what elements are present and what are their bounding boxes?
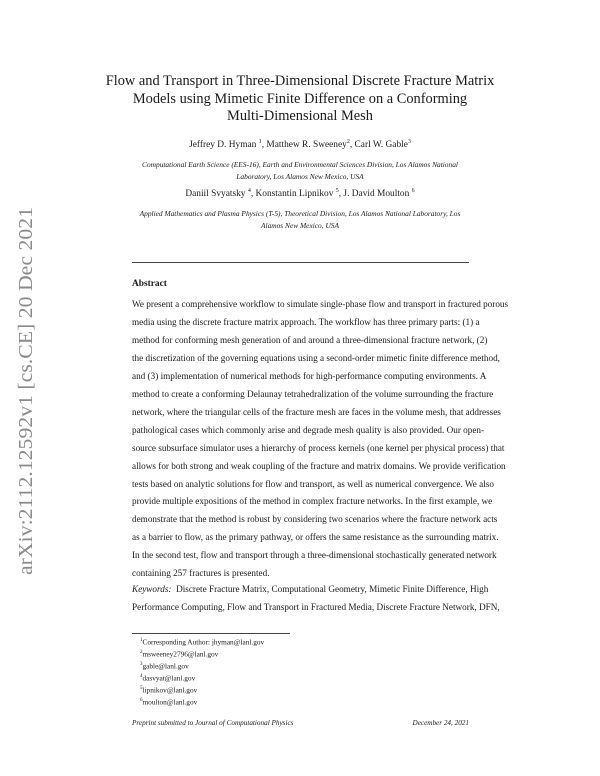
affiliation-1: Computational Earth Science (EES-16), Earth and Environmental Sciences Division, Los Alamos National Laboratory, Los Alamos New Mexico, USA (142, 160, 458, 181)
footnote-text: gable@lanl.gov (142, 661, 189, 671)
footnote-text: Corresponding Author: jhyman@lanl.gov (142, 637, 265, 647)
abstract-line: as a barrier to flow, as the primary pathway, or offers the same resistance as the surrounding matrix. (132, 532, 499, 543)
author-name: J. David Moulton (343, 189, 410, 200)
abstract-heading: Abstract (132, 279, 167, 289)
abstract-line: containing 257 fractures is presented. (132, 568, 270, 579)
footnote-text: dasvyat@lanl.gov (142, 673, 196, 683)
footnote-text: moulton@lanl.gov (142, 697, 198, 707)
abstract-top-rule (132, 262, 469, 263)
footnote (140, 696, 264, 708)
author-mark: 4 (247, 188, 251, 194)
footnote-mark: 4 (140, 673, 143, 679)
paper-title (100, 73, 500, 126)
keywords-label: Keywords: (132, 584, 172, 594)
footnote-text: lipnikov@lanl.gov (142, 685, 198, 695)
author-name: Carl W. Gable (354, 140, 408, 151)
title-line: Multi-Dimensional Mesh (227, 108, 373, 124)
keywords (132, 581, 500, 617)
footnote (140, 672, 264, 684)
abstract-line: method to create a conforming Delaunay tetrahedralization of the volume surrounding the fracture (132, 388, 494, 399)
abstract-line: tests based on analytic solutions for flow and transport, as well as numerical convergence. We also (132, 478, 494, 489)
footnotes (140, 636, 264, 708)
author-name: Daniil Svyatsky (185, 189, 246, 200)
title-line: Models using Mimetic Finite Difference on a Conforming (132, 90, 468, 107)
author-mark: 1 (258, 139, 262, 145)
arxiv-stamp-text: arXiv:2112.12592v1 [cs.CE] 20 Dec 2021 (15, 228, 37, 575)
abstract-line: provide multiple expositions of the method in complex fracture networks. In the first example, we (132, 496, 493, 507)
footnote (140, 660, 264, 672)
footnote (140, 636, 264, 648)
abstract-line: media using the discrete fracture matrix approach. The workflow has three primary parts: (1) a (132, 316, 480, 327)
abstract-line: demonstrate that the method is robust by considering two scenarios where the fracture network acts (132, 514, 498, 525)
preprint-note: Preprint submitted to Journal of Computational Physics (132, 719, 294, 727)
footnote-text: msweeney2796@lanl.gov (142, 649, 219, 659)
abstract-line: and (3) implementation of numerical methods for high-performance computing environments. A (132, 370, 487, 381)
affiliation-2: Applied Mathematics and Plasma Physics (T-5), Theoretical Division, Los Alamos National Laboratory, Los Alamos New Mexico, USA (139, 209, 461, 230)
abstract-line: source subsurface simulator uses a hierarchy of process kernels (one kernel per physical process) that (132, 442, 505, 453)
author-name: Jeffrey D. Hyman (189, 140, 257, 151)
author-mark: 3 (407, 139, 411, 145)
footnote-mark: 6 (140, 697, 143, 703)
footnote-mark: 3 (140, 661, 143, 667)
author-name: Konstantin Lipnikov (255, 189, 334, 200)
preprint-date: December 24, 2021 (412, 719, 469, 727)
footnote-rule (132, 633, 290, 634)
author-list-2: Daniil Svyatsky $^4$, Konstantin Lipnikov $^5$, J. David Moulton $^6$ (185, 188, 415, 200)
author-mark: 5 (335, 188, 339, 194)
keywords-line (132, 581, 489, 599)
author-mark: 2 (346, 139, 350, 145)
abstract-line: method for conforming mesh generation of and around a three-dimensional fracture network, (2) (132, 334, 488, 345)
footnote-mark: 5 (140, 685, 143, 691)
abstract-line: pathological cases which commonly arise and degrade mesh quality is also provided. Our open- (132, 424, 485, 435)
footnote-mark: 1 (140, 638, 143, 643)
author-name: Matthew R. Sweeney (266, 140, 347, 151)
arxiv-stamp (2, 205, 42, 575)
author-list-1: Jeffrey D. Hyman $^1$, Matthew R. Sweeney$^2$, Carl W. Gable$^3$ (189, 139, 411, 151)
abstract-line: allows for both strong and weak coupling of the fracture and matrix domains. We provide verification (132, 460, 506, 471)
abstract-line: In the second test, flow and transport through a three-dimensional stochastically generated network (132, 550, 497, 561)
footnote (140, 684, 264, 696)
keywords-text: Discrete Fracture Matrix, Computational Geometry, Mimetic Finite Difference, High (176, 584, 489, 594)
author-mark: 6 (411, 188, 415, 194)
abstract-body (132, 296, 509, 583)
abstract-line: the discretization of the governing equations using a second-order mimetic finite difference method, (132, 352, 500, 363)
footnote-mark: 2 (140, 649, 143, 655)
abstract-line: network, where the triangular cells of the fracture mesh are faces in the volume mesh, that addresses (132, 406, 501, 417)
footnote (140, 648, 264, 660)
abstract-line: We present a comprehensive workflow to simulate single-phase flow and transport in fractured porous (132, 299, 509, 309)
title-line: Flow and Transport in Three-Dimensional Discrete Fracture Matrix (105, 73, 495, 89)
keywords-line: Performance Computing, Flow and Transport in Fractured Media, Discrete Fracture Network, DFN, (132, 601, 500, 612)
